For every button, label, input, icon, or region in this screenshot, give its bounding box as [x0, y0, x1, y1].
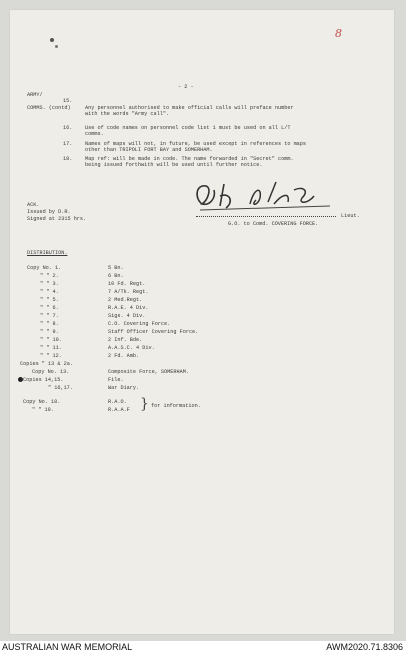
- copy-recipient: 2 Med.Regt.: [108, 297, 143, 303]
- para-18-line-2: being issued forthwith will be used until further notice.: [85, 162, 263, 168]
- copy-number: " " 5.: [40, 297, 59, 303]
- signed-at: Signed at 2315 hrs.: [27, 216, 87, 222]
- copy-recipient: Sigs. 4 Div.: [108, 313, 146, 319]
- copy-recipient: R.A.O.: [108, 399, 127, 405]
- copy-number: Copy No. 1.: [27, 265, 62, 271]
- copy-number: Copy No. 18.: [23, 399, 61, 405]
- copy-recipient: Composite Force, SOMERHAM.: [108, 369, 189, 375]
- brace-note: for information.: [151, 403, 201, 409]
- para-17-line-1: Names of maps will not, in future, be used except in references to maps: [85, 141, 307, 147]
- copy-number: " 16,17.: [48, 385, 73, 391]
- punch-mark: [50, 38, 54, 42]
- copy-number: " " 9.: [40, 329, 59, 335]
- copy-recipient: 2 Fd. Amb.: [108, 353, 140, 359]
- folio-number: 8: [335, 27, 342, 40]
- copy-recipient: Staff Officer Covering Force.: [108, 329, 199, 335]
- signatory-rank: Lieut.: [341, 213, 360, 219]
- copy-number: " " 3.: [40, 281, 59, 287]
- copy-number: " " 2.: [40, 273, 59, 279]
- archive-footer: [0, 641, 406, 653]
- copy-recipient: 2 Inf. Bde.: [108, 337, 143, 343]
- ack-label: ACK.: [27, 202, 40, 208]
- punch-hole: [18, 377, 23, 382]
- para-16-number: 16.: [63, 125, 73, 131]
- copy-number: Copy No. 13.: [32, 369, 70, 375]
- para-18-line-1: Map ref: will be made in code. The name forwarded in "Secret" comm.: [85, 156, 294, 162]
- copy-recipient: File.: [108, 377, 124, 383]
- copy-recipient: A.A.S.C. 4 Div.: [108, 345, 155, 351]
- para-15-line-2: with the words "Army call".: [85, 111, 170, 117]
- copy-number: " " 6.: [40, 305, 59, 311]
- copy-number: " " 7.: [40, 313, 59, 319]
- copy-recipient: 7 A/Tk. Regt.: [108, 289, 149, 295]
- archive-reference: AWM2020.71.8306: [326, 642, 403, 652]
- para-15-prefix: COMMS. (contd): [27, 105, 71, 111]
- copy-recipient: C.O. Covering Force.: [108, 321, 171, 327]
- para-17-number: 17.: [63, 141, 73, 147]
- signature-line: [196, 216, 336, 217]
- para-15-line-1: Any personnel authorised to make official calls will preface number: [85, 105, 294, 111]
- copy-number: " " 10.: [40, 337, 62, 343]
- handwritten-signature: [190, 176, 340, 216]
- copy-recipient: 10 Fd. Regt.: [108, 281, 146, 287]
- para-16-line-2: comms.: [85, 131, 104, 137]
- para-17-line-2: other than TRIPOLI FORT BAY and SOMERHAM.: [85, 147, 213, 153]
- punch-mark: [55, 45, 58, 48]
- signatory-role: G.O. to Comd. COVERING FORCE.: [228, 221, 319, 227]
- para-16-line-1: Use of code names on personnel code list 1 must be used on all L/T: [85, 125, 291, 131]
- copy-number: " " 11.: [40, 345, 62, 351]
- copy-number: " " 8.: [40, 321, 59, 327]
- copy-recipient: R.A.A.F: [108, 407, 130, 413]
- copy-number: " " 12.: [40, 353, 62, 359]
- page-number: - 2 -: [178, 84, 194, 90]
- copy-recipient: 5 Bn.: [108, 265, 124, 271]
- copy-recipient: R.A.E. 4 Div.: [108, 305, 149, 311]
- archive-name: AUSTRALIAN WAR MEMORIAL: [2, 642, 133, 652]
- copy-number: " " 4.: [40, 289, 59, 295]
- copy-number: Copies 14,15.: [23, 377, 64, 383]
- para-18-number: 18.: [63, 156, 73, 162]
- distribution-heading: DISTRIBUTION.: [27, 250, 68, 256]
- copy-recipient: War Diary.: [108, 385, 140, 391]
- brace-mark: }: [140, 396, 149, 412]
- copy-recipient: 6 Bn.: [108, 273, 124, 279]
- copy-number: Copies " 13 & 2a.: [20, 361, 73, 367]
- para-15-number: 15.: [63, 98, 73, 104]
- copy-number: " " 19.: [32, 407, 54, 413]
- reference-code: ARMY/: [27, 92, 43, 98]
- issued-by: Issued by D.R.: [27, 209, 71, 215]
